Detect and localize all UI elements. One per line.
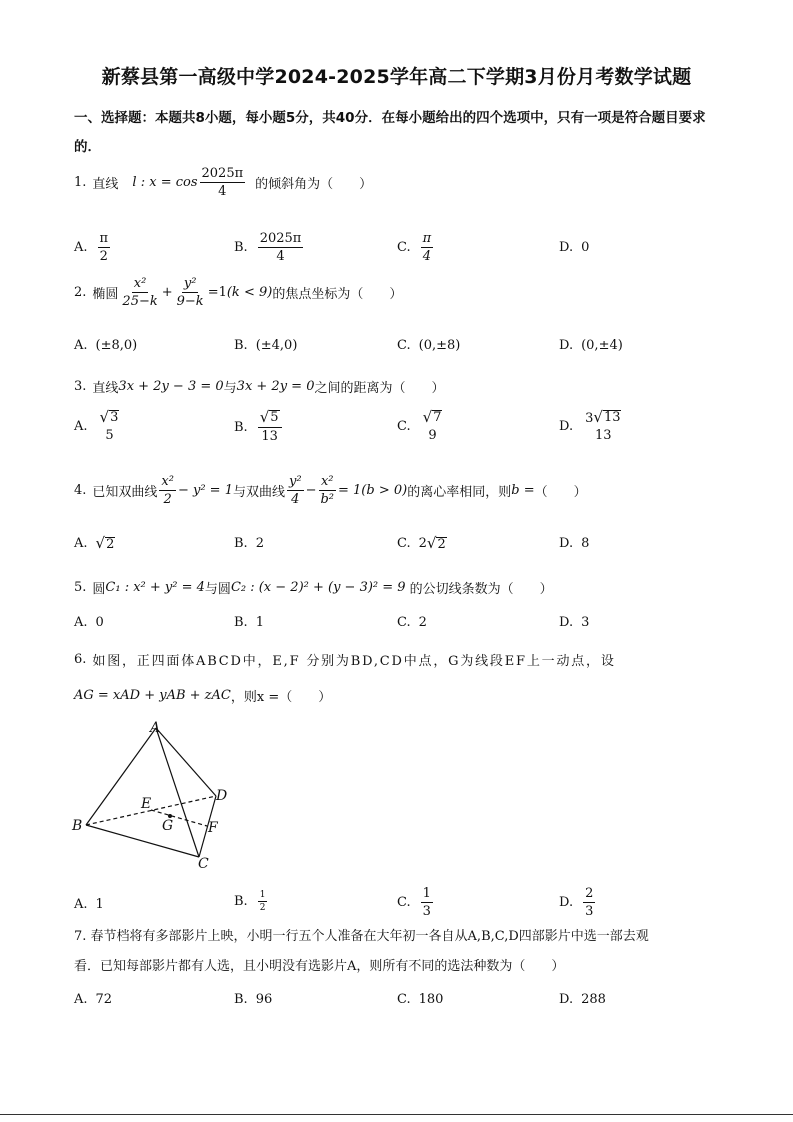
label-F: F	[208, 820, 218, 836]
minus-sign: −	[305, 483, 317, 498]
option-value: 180	[418, 992, 444, 1007]
option-label: D.	[559, 419, 574, 434]
option-b[interactable]	[234, 231, 305, 264]
label-C: C	[198, 856, 209, 872]
option-d[interactable]	[559, 886, 597, 919]
numerator: x²	[133, 276, 147, 291]
option-value: 8	[581, 536, 590, 551]
line-equation: 3x + 2y = 0	[236, 379, 315, 394]
circle-equation: C₂ : (x − 2)² + (y − 3)² = 9	[230, 580, 406, 595]
option-label: C.	[397, 419, 411, 434]
question-text: 与圆	[204, 582, 231, 597]
fraction	[120, 276, 159, 309]
option-label: A.	[74, 615, 88, 630]
numerator: 1	[422, 886, 431, 901]
denominator: 25−k	[122, 294, 158, 309]
option-d[interactable]	[559, 536, 589, 551]
option-label: A.	[74, 897, 88, 912]
fraction	[421, 410, 445, 443]
option-a[interactable]	[74, 992, 112, 1007]
radicand: 2	[437, 537, 446, 552]
option-value: (±8,0)	[95, 338, 138, 353]
page-bottom-divider	[0, 1114, 793, 1115]
option-label: A.	[74, 535, 88, 551]
radicand: 3	[110, 410, 119, 425]
fraction	[159, 474, 176, 507]
fraction	[98, 410, 122, 443]
option-d[interactable]	[559, 240, 589, 255]
fraction	[200, 166, 246, 199]
option-value: 288	[581, 992, 606, 1007]
option-label: D.	[559, 992, 574, 1007]
option-c[interactable]	[397, 992, 443, 1007]
page-title: 新蔡县第一高级中学2024-2025学年高二下学期3月份月考数学试题	[101, 66, 692, 88]
question-text: 看．已知每部影片都有人选，且小明没有选影片A，则所有不同的选法种数为（ ）	[74, 959, 565, 974]
question-5	[74, 578, 553, 597]
denominator: 3	[585, 904, 594, 919]
option-label: B.	[234, 992, 248, 1007]
denominator: 13	[261, 429, 278, 444]
fraction	[318, 474, 336, 507]
numerator: 1	[259, 890, 266, 900]
fraction	[583, 886, 595, 919]
circle-equation: C₁ : x² + y² = 4	[105, 580, 205, 595]
fraction	[583, 410, 623, 443]
question-number: 5.	[74, 580, 87, 595]
denominator: 2	[259, 903, 266, 913]
edge-BC	[86, 825, 199, 857]
option-label: A.	[74, 338, 88, 353]
option-label: D.	[559, 895, 574, 910]
option-value: 96	[255, 992, 273, 1007]
option-label: C.	[397, 338, 411, 353]
option-value: (0,±4)	[581, 338, 623, 353]
numerator: y²	[183, 276, 197, 291]
numerator: 2025π	[201, 166, 244, 181]
option-b[interactable]	[234, 536, 264, 551]
option-value: 1	[95, 897, 104, 912]
question-text: 的公切线条数为（ ）	[409, 582, 553, 597]
denominator: 5	[105, 428, 114, 443]
option-c[interactable]	[397, 886, 435, 919]
radicand: 7	[433, 410, 442, 425]
option-label: B.	[234, 240, 248, 255]
option-label: C.	[397, 240, 411, 255]
option-label: B.	[234, 894, 248, 909]
label-G: G	[162, 818, 174, 834]
denominator: b²	[320, 492, 335, 507]
fraction	[258, 410, 282, 444]
coefficient: 3	[585, 411, 594, 426]
fraction	[98, 231, 111, 264]
fraction	[258, 890, 268, 913]
question-text: 已知双曲线	[92, 485, 158, 500]
denominator: 9−k	[176, 294, 204, 309]
equation-part: = 1(b > 0)	[338, 483, 408, 498]
label-E: E	[141, 796, 152, 812]
denominator: 4	[218, 184, 227, 199]
question-text: 圆	[92, 582, 106, 597]
question-text: 的倾斜角为（ ）	[255, 177, 373, 192]
option-label: D.	[559, 536, 574, 551]
option-value: 1	[255, 615, 264, 630]
segment-EF	[151, 810, 207, 826]
edge-AC	[156, 728, 199, 857]
numerator: 2	[585, 886, 594, 901]
option-value: 2	[255, 536, 264, 551]
vector-equation: AG = xAD + yAB + zAC	[74, 688, 231, 703]
option-value: 3	[581, 615, 590, 630]
option-d[interactable]	[559, 410, 625, 443]
numerator: π	[422, 231, 432, 246]
question-text: 如图，正四面体ABCD中，E,F 分别为BD,CD中点，G为线段EF上一动点，设	[92, 654, 616, 669]
option-b[interactable]	[234, 992, 272, 1007]
option-label: B.	[234, 419, 248, 435]
radicand: 2	[106, 537, 115, 552]
option-c[interactable]	[397, 615, 427, 630]
option-a[interactable]	[74, 410, 123, 443]
denominator: 3	[422, 904, 431, 919]
option-label: D.	[559, 240, 574, 255]
denominator: 2	[163, 492, 172, 507]
question-text: 椭圆	[92, 287, 119, 302]
denominator: 4	[291, 492, 300, 507]
coefficient: 2	[418, 535, 427, 551]
edge-AD	[156, 728, 216, 796]
variable: b =	[511, 483, 535, 498]
numerator: √ 5	[258, 410, 282, 428]
option-c[interactable]: C. 2 √ 2	[397, 534, 446, 552]
question-text: 与双曲线	[232, 485, 285, 500]
option-value: 0	[581, 240, 590, 255]
option-a[interactable]	[74, 615, 104, 630]
question-number: 4.	[74, 483, 87, 498]
condition: (k < 9)	[226, 285, 273, 300]
option-label: D.	[559, 338, 574, 353]
option-value: (0,±8)	[418, 338, 461, 353]
option-c[interactable]	[397, 338, 460, 353]
question-text: 直线	[92, 381, 119, 396]
option-label: A.	[74, 992, 88, 1007]
option-label: B.	[234, 338, 248, 353]
label-B: B	[72, 818, 83, 834]
option-label: B.	[234, 615, 248, 630]
label-A: A	[150, 720, 161, 736]
option-c[interactable]	[397, 410, 446, 443]
denominator: 9	[428, 428, 437, 443]
radicand: 5	[270, 410, 279, 425]
option-d[interactable]	[559, 338, 623, 353]
denominator: 2	[99, 249, 108, 264]
option-label: C.	[397, 615, 411, 630]
option-b[interactable]	[234, 410, 284, 444]
question-number: 3.	[74, 379, 87, 394]
question-4	[74, 474, 587, 507]
option-label: C.	[397, 535, 411, 551]
option-c[interactable]	[397, 231, 435, 264]
fraction	[175, 276, 206, 309]
denominator: 4	[422, 249, 432, 264]
question-6-line-2	[74, 686, 331, 705]
question-text: 与	[223, 381, 237, 396]
option-a[interactable]	[74, 897, 104, 912]
option-label: C.	[397, 895, 411, 910]
question-text: ，则x =（ ）	[230, 690, 332, 705]
option-d[interactable]	[559, 615, 589, 630]
option-label: A.	[74, 240, 88, 255]
option-value: (±4,0)	[255, 338, 298, 353]
question-text: （ ）	[534, 485, 587, 500]
question-number: 6.	[74, 652, 87, 667]
numerator: y²	[289, 474, 302, 489]
question-text: 的焦点坐标为（ ）	[272, 287, 403, 302]
denominator: 4	[276, 249, 285, 264]
option-b[interactable]	[234, 615, 264, 630]
equals: =1	[207, 285, 227, 300]
line-equation: 3x + 2y − 3 = 0	[118, 379, 224, 394]
question-6	[74, 650, 616, 669]
line-equation: l : x = cos	[132, 175, 198, 190]
numerator: √ 3	[99, 408, 119, 426]
question-text: 直线	[92, 177, 119, 192]
fraction	[287, 474, 304, 507]
numerator: √ 7	[422, 408, 442, 426]
numerator: x²	[320, 474, 334, 489]
option-b[interactable]	[234, 338, 297, 353]
question-7	[74, 922, 724, 982]
option-value: 2	[418, 615, 427, 630]
question-text: 之间的距离为（ ）	[314, 381, 445, 396]
numerator: π	[99, 231, 109, 246]
option-a[interactable]	[74, 231, 112, 264]
question-number: 1.	[74, 175, 87, 190]
question-text: 的离心率相同，则	[407, 485, 512, 500]
option-value: 72	[95, 992, 113, 1007]
option-value: 0	[95, 615, 104, 630]
question-number: 2.	[74, 285, 87, 300]
option-d[interactable]	[559, 992, 606, 1007]
question-text: 春节档将有多部影片上映，小明一行五个人准备在大年初一各自从A,B,C,D四部影片中选一部去观	[90, 929, 649, 944]
option-label: D.	[559, 615, 574, 630]
section-heading: 一、选择题：本题共8小题，每小题5分，共40分．在每小题给出的四个选项中，只有一项是符合题目要求的．	[74, 110, 706, 155]
radicand: 13	[603, 410, 621, 425]
option-label: B.	[234, 536, 248, 551]
question-1	[74, 166, 372, 199]
fraction	[421, 886, 433, 919]
plus-sign: +	[161, 285, 173, 300]
option-a[interactable]: A. √ 2	[74, 534, 115, 552]
numerator: 2025π	[259, 231, 302, 246]
option-label: A.	[74, 419, 88, 434]
question-number: 7.	[74, 929, 87, 944]
option-b[interactable]	[234, 890, 269, 913]
fraction	[421, 231, 434, 264]
tetrahedron-figure	[66, 720, 236, 875]
label-D: D	[216, 788, 228, 804]
numerator: 3 √ 13	[585, 408, 621, 426]
numerator: x²	[161, 474, 174, 489]
option-a[interactable]	[74, 338, 137, 353]
denominator: 13	[595, 428, 612, 443]
equation-part: − y² = 1	[177, 483, 233, 498]
fraction	[258, 231, 304, 264]
question-2	[74, 276, 402, 309]
question-3	[74, 377, 445, 396]
option-label: C.	[397, 992, 411, 1007]
